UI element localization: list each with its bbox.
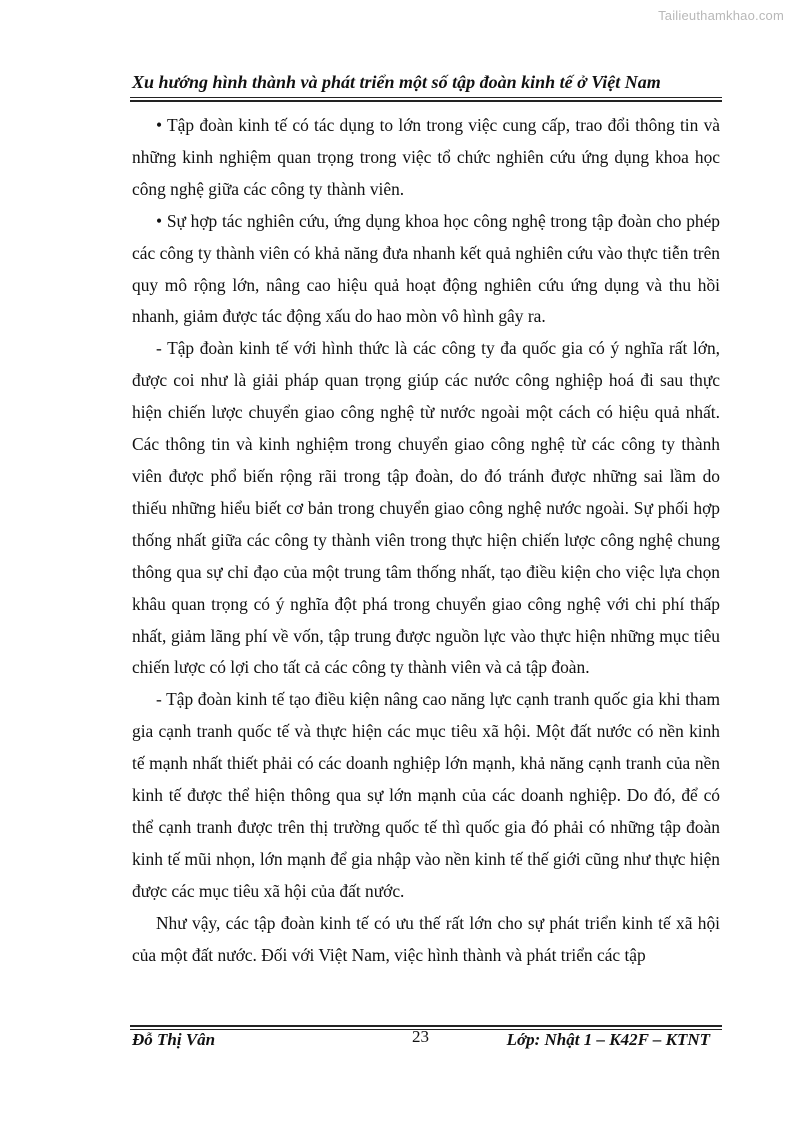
page-header-title: Xu hướng hình thành và phát triển một số tập đoàn kinh tế ở Việt Nam	[132, 72, 661, 92]
watermark: Tailieuthamkhao.com	[658, 8, 784, 23]
footer-class-info: Lớp: Nhật 1 – K42F – KTNT	[506, 1030, 710, 1049]
header-divider	[130, 97, 722, 98]
paragraph-4: - Tập đoàn kinh tế tạo điều kiện nâng cao năng lực cạnh tranh quốc gia khi tham gia cạnh tranh quốc tế và thực hiện các mục tiêu xã hội. Một đất nước có nền kinh tế mạnh nhất thiết phải có các doanh nghiệp lớn mạnh, khả năng cạnh tranh của nền kinh tế được thể hiện thông qua sự lớn mạnh của các doanh nghiệp. Do đó, để có thể cạnh tranh được trên thị trường quốc tế thì quốc gia đó phải có những tập đoàn kinh tế mũi nhọn, lớn mạnh để gia nhập vào nền kinh tế thế giới cũng như thực hiện được các mục tiêu xã hội của đất nước.	[132, 689, 720, 901]
document-body	[132, 110, 720, 971]
paragraph-5: Như vậy, các tập đoàn kinh tế có ưu thế rất lớn cho sự phát triển kinh tế xã hội của một đất nước. Đối với Việt Nam, việc hình thành và phát triển các tập	[132, 912, 720, 965]
page-number: 23	[412, 1027, 429, 1046]
paragraph-3: - Tập đoàn kinh tế với hình thức là các công ty đa quốc gia có ý nghĩa rất lớn, được coi như là giải pháp quan trọng giúp các nước công nghiệp hoá đi sau thực hiện chiến lược chuyển giao công nghệ từ nước ngoài một cách có hiệu quả nhất. Các thông tin và kinh nghiệm trong chuyển giao công nghệ từ các công ty thành viên được phổ biến rộng rãi trong tập đoàn, do đó tránh được những sai lầm do thiếu những hiểu biết cơ bản trong chuyển giao công nghệ nước ngoài. Sự phối hợp thống nhất giữa các công ty thành viên trong thực hiện chiến lược công nghệ chung thông qua sự chỉ đạo của một trung tâm thống nhất, tạo điều kiện cho việc lựa chọn khâu quan trọng có ý nghĩa đột phá trong chuyển giao công nghệ với chi phí thấp nhất, giảm lãng phí về vốn, tập trung được nguồn lực vào thực hiện những mục tiêu chiến lược có lợi cho tất cả các công ty thành viên và cả tập đoàn.	[132, 338, 720, 678]
header-divider-thick	[130, 100, 722, 102]
footer-author: Đỗ Thị Vân	[132, 1030, 216, 1049]
paragraph-1: • Tập đoàn kinh tế có tác dụng to lớn trong việc cung cấp, trao đổi thông tin và những kinh nghiệm quan trọng trong việc tổ chức nghiên cứu ứng dụng khoa học công nghệ giữa các công ty thành viên.	[132, 115, 720, 199]
paragraph-2: • Sự hợp tác nghiên cứu, ứng dụng khoa học công nghệ trong tập đoàn cho phép các công ty thành viên có khả năng đưa nhanh kết quả nghiên cứu vào thực tiễn trên quy mô rộng lớn, nâng cao hiệu quả hoạt động nghiên cứu ứng dụng và thu hồi nhanh, giảm được tác động xấu do hao mòn vô hình gây ra.	[132, 210, 720, 327]
